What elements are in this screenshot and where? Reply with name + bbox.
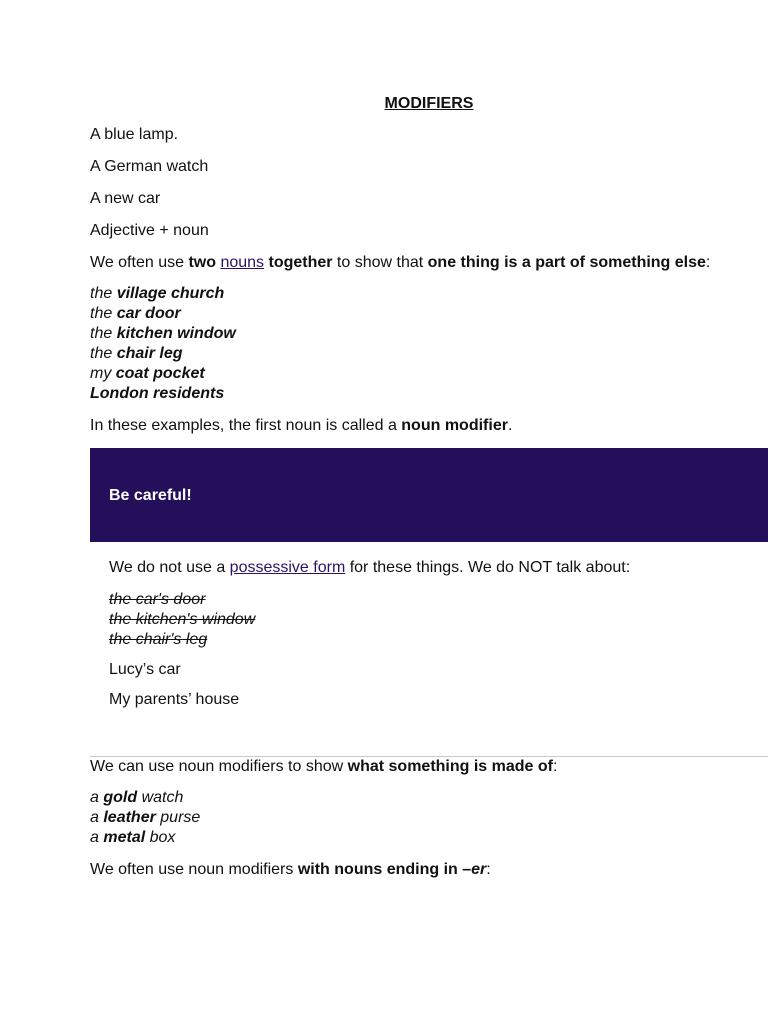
- document-page: [90, 94, 768, 892]
- callout-banner: [90, 448, 768, 542]
- possessive-example: Lucy’s car: [109, 661, 181, 678]
- example-list-made-of: [90, 788, 768, 848]
- page-title: MODIFIERS: [384, 95, 474, 112]
- paragraph-noun-modifier: In these examples, the first noun is called a noun modifier.: [90, 417, 513, 434]
- example-item: the kitchen window: [90, 325, 236, 342]
- example-item: a gold watch: [90, 789, 184, 806]
- paragraph-made-of: We can use noun modifiers to show what something is made of:: [90, 758, 558, 775]
- example-item: the chair leg: [90, 345, 183, 362]
- example-item: my coat pocket: [90, 365, 205, 382]
- possessive-form-link[interactable]: possessive form: [229, 559, 346, 576]
- example-item: London residents: [90, 385, 225, 402]
- callout-text: We do not use a possessive form for these things. We do NOT talk about:: [109, 559, 631, 576]
- example-item: the village church: [90, 285, 225, 302]
- intro-line: A blue lamp.: [90, 126, 179, 143]
- paragraph-part-of: We often use two nouns together to show that one thing is a part of something else:: [90, 254, 711, 271]
- wrong-example: the kitchen's window: [109, 611, 256, 628]
- wrong-examples-list: [109, 590, 768, 650]
- paragraph-er-nouns: We often use noun modifiers with nouns ending in –er:: [90, 861, 491, 878]
- nouns-link[interactable]: nouns: [220, 254, 265, 271]
- callout-heading: Be careful!: [109, 487, 192, 504]
- possessive-example: My parents’ house: [109, 691, 240, 708]
- callout-body: [90, 558, 768, 709]
- intro-line: A new car: [90, 190, 161, 207]
- example-list-part-of: [90, 284, 768, 404]
- intro-line: A German watch: [90, 158, 209, 175]
- wrong-example: the chair's leg: [109, 631, 208, 648]
- intro-line: Adjective + noun: [90, 222, 209, 239]
- wrong-example: the car's door: [109, 591, 206, 608]
- example-item: a leather purse: [90, 809, 201, 826]
- example-item: a metal box: [90, 829, 176, 846]
- example-item: the car door: [90, 305, 181, 322]
